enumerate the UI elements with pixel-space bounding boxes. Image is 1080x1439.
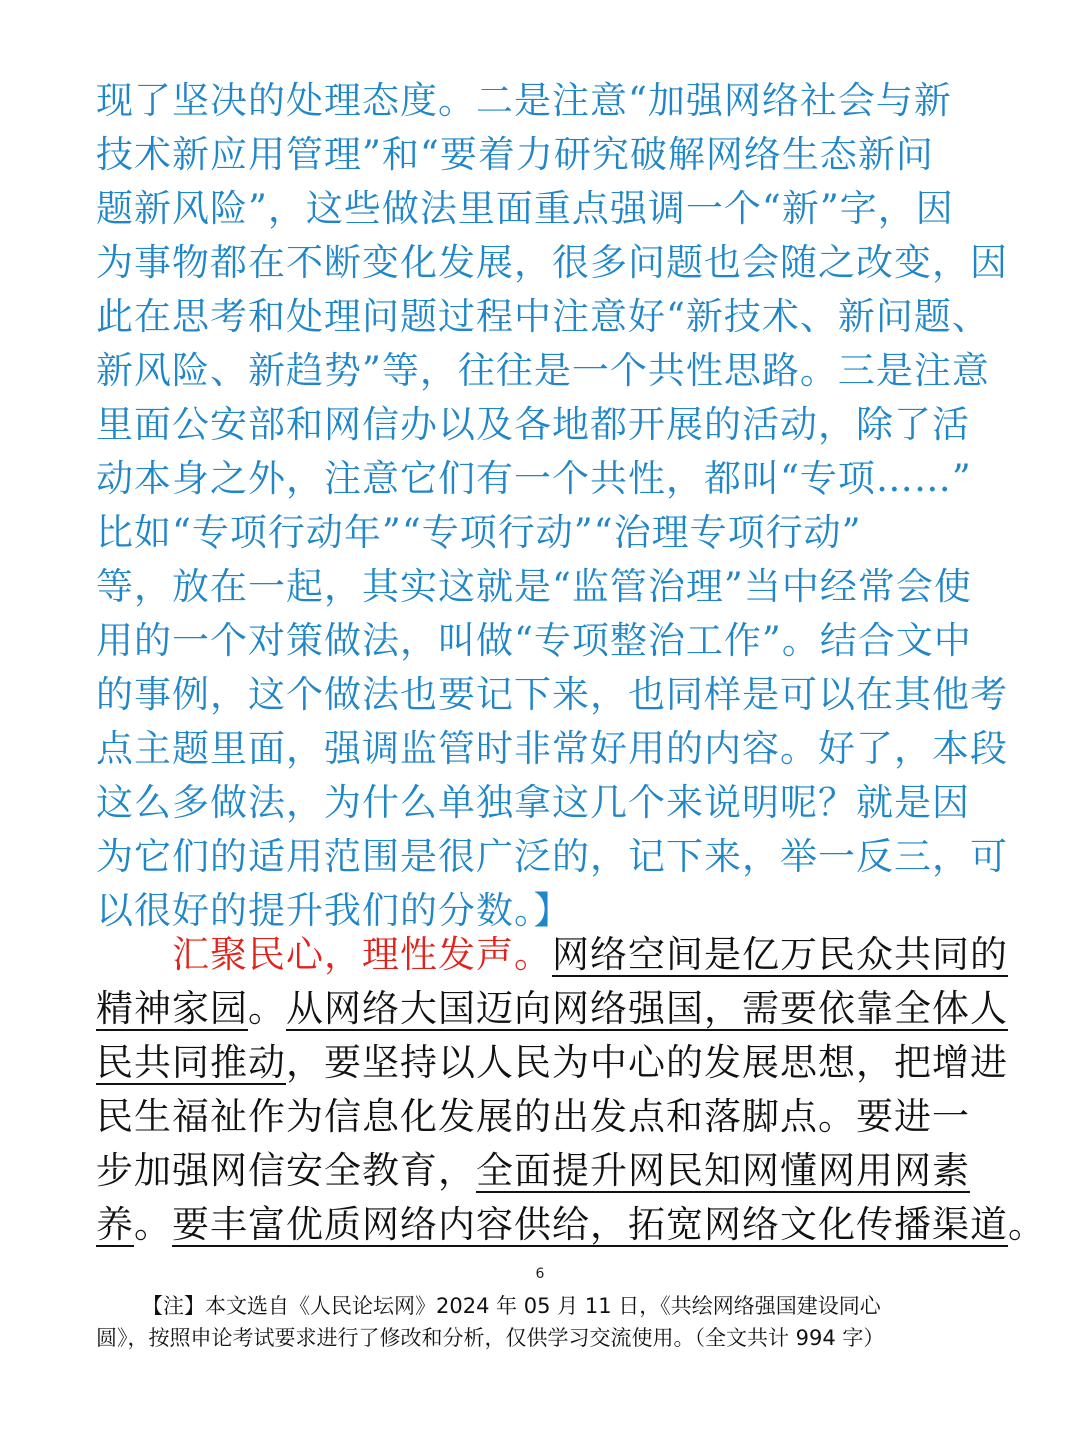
paragraph-line bbox=[96, 928, 1008, 982]
commentary-line: 比如“专项行动年”“专项行动”“治理专项行动” bbox=[96, 511, 862, 554]
commentary-line: 点主题里面，强调监管时非常好用的内容。好了，本段 bbox=[96, 727, 1008, 770]
commentary-line: 等，放在一起，其实这就是“监管治理”当中经常会使 bbox=[96, 565, 972, 608]
plain-text: 。 bbox=[1008, 1203, 1046, 1246]
paragraph-line bbox=[96, 1036, 1008, 1090]
plain-text: 。 bbox=[248, 987, 286, 1030]
plain-text: 步加强网信安全教育， bbox=[96, 1149, 476, 1192]
underlined-text: 从网络大国迈向网络强国，需要依靠全体人 bbox=[286, 987, 1008, 1030]
paragraph-line bbox=[96, 1198, 1046, 1252]
commentary-line: 这么多做法，为什么单独拿这几个来说明呢？就是因 bbox=[96, 781, 970, 824]
source-note bbox=[96, 1290, 996, 1354]
underlined-text: 民共同推动 bbox=[96, 1041, 286, 1084]
underlined-text: 网络空间是亿万民众共同的 bbox=[552, 933, 1008, 976]
commentary-line: 动本身之外，注意它们有一个共性，都叫“专项……” bbox=[96, 457, 972, 500]
commentary-line: 为事物都在不断变化发展，很多问题也会随之改变，因 bbox=[96, 241, 1008, 284]
paragraph-line: 民生福祉作为信息化发展的出发点和落脚点。要进一 bbox=[96, 1095, 970, 1138]
underlined-text: 精神家园 bbox=[96, 987, 248, 1030]
commentary-line: 此在思考和处理问题过程中注意好“新技术、新问题、 bbox=[96, 295, 990, 338]
underlined-text: 全面提升网民知网懂网用网素 bbox=[476, 1149, 970, 1192]
commentary-line: 为它们的适用范围是很广泛的，记下来，举一反三，可 bbox=[96, 835, 1008, 878]
plain-text: 。 bbox=[134, 1203, 172, 1246]
underlined-text: 养 bbox=[96, 1203, 134, 1246]
page-number: 6 bbox=[535, 1266, 545, 1282]
commentary-line: 新风险、新趋势”等，往往是一个共性思路。三是注意 bbox=[96, 349, 990, 392]
paragraph-line bbox=[96, 982, 1008, 1036]
paragraph-line bbox=[96, 1144, 988, 1198]
underlined-text: 要丰富优质网络内容供给，拓宽网络文化传播渠道 bbox=[172, 1203, 1008, 1246]
commentary-line: 里面公安部和网信办以及各地都开展的活动，除了活 bbox=[96, 403, 970, 446]
commentary-line: 以很好的提升我们的分数。】 bbox=[96, 889, 572, 932]
commentary-line: 用的一个对策做法，叫做“专项整治工作”。结合文中 bbox=[96, 619, 972, 662]
commentary-line: 现了坚决的处理态度。二是注意“加强网络社会与新 bbox=[96, 79, 952, 122]
body-paragraph bbox=[96, 928, 1046, 1252]
plain-text: ，要坚持以人民为中心的发展思想，把增进 bbox=[286, 1041, 1008, 1084]
commentary-line: 的事例，这个做法也要记下来，也同样是可以在其他考 bbox=[96, 673, 1008, 716]
note-line: 【注】本文选自《人民论坛网》2024 年 05 月 11 日，《共绘网络强国建设同心 bbox=[142, 1294, 881, 1318]
commentary-line: 题新风险”，这些做法里面重点强调一个“新”字，因 bbox=[96, 187, 954, 230]
note-line: 圆》，按照申论考试要求进行了修改和分析，仅供学习交流使用。（全文共计 994 字） bbox=[96, 1326, 885, 1350]
analysis-commentary bbox=[96, 74, 1008, 938]
paragraph-heading: 汇聚民心，理性发声。 bbox=[172, 933, 552, 976]
commentary-line: 技术新应用管理”和“要着力研究破解网络生态新问 bbox=[96, 133, 934, 176]
